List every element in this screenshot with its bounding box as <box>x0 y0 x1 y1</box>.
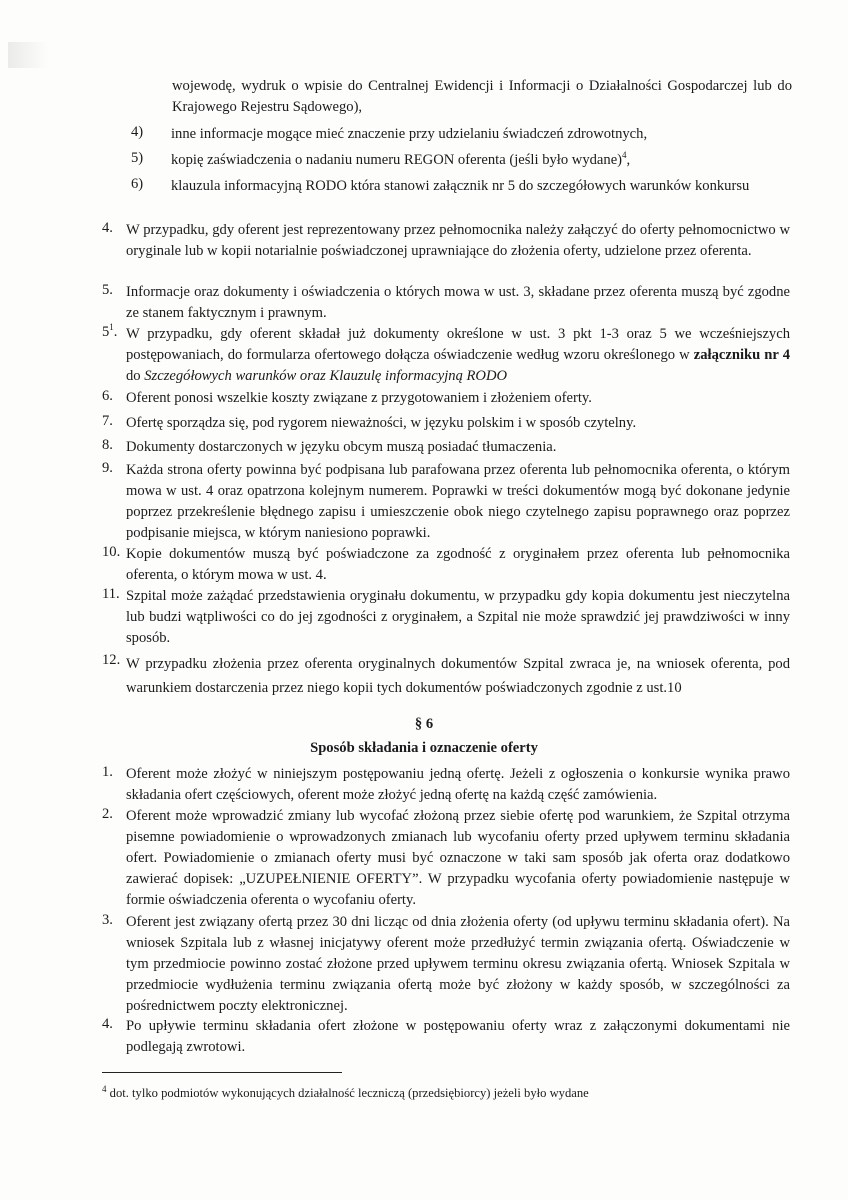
paragraph-9: 9. Każda strona oferty powinna być podpisana lub parafowana przez oferenta lub pełnomocnika oferenta, o którym mowa w ust. 4 oraz opatrzona kolejnym numerem. Poprawki w treści dokumentów mogą być dokonane jedynie poprzez przekreślenie błędnego zapisu i umieszczenie obok niego czytelnego zapisu poprawnego oraz poprzez podpisanie miejsca, w którym naniesiono poprawki. <box>102 460 790 541</box>
list-item-text: inne informacje mogące mieć znaczenie przy udzielaniu świadczeń zdrowotnych, <box>171 126 648 142</box>
paragraph-12: 12. W przypadku złożenia przez oferenta oryginalnych dokumentów Szpital zwraca je, na wniosek oferenta, pod warunkiem dostarczenia przez niego kopii tych dokumentów poświadczonych zgodnie z ust.10 <box>102 652 790 696</box>
footnote-divider <box>102 1072 342 1073</box>
section-6-item-1: 1. Oferent może złożyć w niniejszym postępowaniu jedną ofertę. Jeżeli z ogłoszenia o konkursie wynika prawo składania ofert częściowych, oferent może złożyć jedną ofertę na każdą część zamówienia. <box>102 764 790 803</box>
paragraph-8: 8. Dokumenty dostarczonych w języku obcym muszą posiadać tłumaczenia. <box>102 437 557 455</box>
paragraph-6: 6. Oferent ponosi wszelkie koszty związane z przygotowaniem i złożeniem oferty. <box>102 388 592 406</box>
paragraph-5-1: $5^1$. W przypadku, gdy oferent składał już dokumenty określone w ust. 3 pkt 1-3 oraz 5 we wcześniejszych postępowaniach, do formularza ofertowego dołącza oświadczenie według wzoru określonego w załączniku nr 4 do Szczegółowych warunków oraz Klauzulę informacyjną RODO <box>102 322 790 384</box>
section-6-item-2: 2. Oferent może wprowadzić zmiany lub wycofać złożoną przez siebie ofertę pod warunkiem, że Szpital otrzyma pisemne powiadomienie o wprowadzonych zmianach lub wycofaniu oferty przed upływem terminu składania ofert. Powiadomienie o zmianach oferty musi być oznaczone w taki sam sposób jak oferta oraz dodatkowo zawierać dopisek: „UZUPEŁNIENIE OFERTY”. W przypadku wycofania oferty powiadomienie następuje w formie oświadczenia oferenta o wycofaniu oferty. <box>102 806 790 908</box>
footnote: $^4$ dot. tylko podmiotów wykonujących działalność leczniczą (przedsiębiorcy) jeżeli było wydane <box>102 1083 589 1100</box>
section-6-item-4: 4. Po upływie terminu składania ofert złożone w postępowaniu oferty wraz z załączonymi dokumentami nie podlegają zwrotowi. <box>102 1016 790 1055</box>
list-item <box>131 150 791 171</box>
list-item-number: 4) <box>131 124 144 140</box>
scan-artifact <box>8 42 48 68</box>
list-item-text: kopię zaświadczenia o nadaniu numeru REGON oferenta (jeśli było wydane)$^4$, <box>171 150 631 168</box>
paragraph-11: 11. Szpital może zażądać przedstawienia oryginału dokumentu, w przypadku gdy kopia dokumentu jest nieczytelna lub budzi wątpliwości co do jej zgodności z oryginałem, a Szpital nie może sprawdzić jej prawdziwości w inny sposób. <box>102 586 790 646</box>
list-item-continuation: wojewodę, wydruk o wpisie do Centralnej Ewidencji i Informacji o Działalności Gospodarczej lub do Krajowego Rejestru Sądowego), <box>172 78 792 115</box>
list-item-number: 6) <box>131 176 144 192</box>
paragraph-7: 7. Ofertę sporządza się, pod rygorem nieważności, w języku polskim i w sposób czytelny. <box>102 413 637 431</box>
list-item <box>131 124 791 145</box>
list-item <box>131 176 791 197</box>
list-item-text: klauzula informacyjną RODO która stanowi załącznik nr 5 do szczegółowych warunków konkursu <box>171 178 750 194</box>
paragraph-5: 5. Informacje oraz dokumenty i oświadczenia o których mowa w ust. 3, składane przez oferenta muszą być zgodne ze stanem faktycznym i prawnym. <box>102 282 790 321</box>
section-number: § 6 <box>414 716 434 732</box>
paragraph-4: 4. W przypadku, gdy oferent jest reprezentowany przez pełnomocnika należy załączyć do oferty pełnomocnictwo w oryginale lub w kopii notarialnie poświadczonej uprawniające do złożenia oferty, udzielone przez oferenta. <box>102 220 790 259</box>
section-6-item-3: 3. Oferent jest związany ofertą przez 30 dni licząc od dnia złożenia oferty (od upływu terminu składania ofert). Na wniosek Szpitala lub z własnej inicjatywy oferent może przedłużyć termin związania ofertą. Oświadczenie w tym przedmiocie powinno zostać złożone przed upływem terminu okresu związania ofertą. Wniosek Szpitala w przedmiocie wydłużenia terminu związania ofertą może być złożony w każdy sposób, w szczególności za pośrednictwem poczty elektronicznej. <box>102 912 790 1014</box>
footnote-ref: 4 <box>622 150 627 161</box>
list-item-number: 5) <box>131 150 144 166</box>
section-title: Sposób składania i oznaczenie oferty <box>310 740 538 756</box>
paragraph-10: 10. Kopie dokumentów muszą być poświadczone za zgodność z oryginałem przez oferenta lub pełnomocnika oferenta, o którym mowa w ust. 4. <box>102 544 790 583</box>
